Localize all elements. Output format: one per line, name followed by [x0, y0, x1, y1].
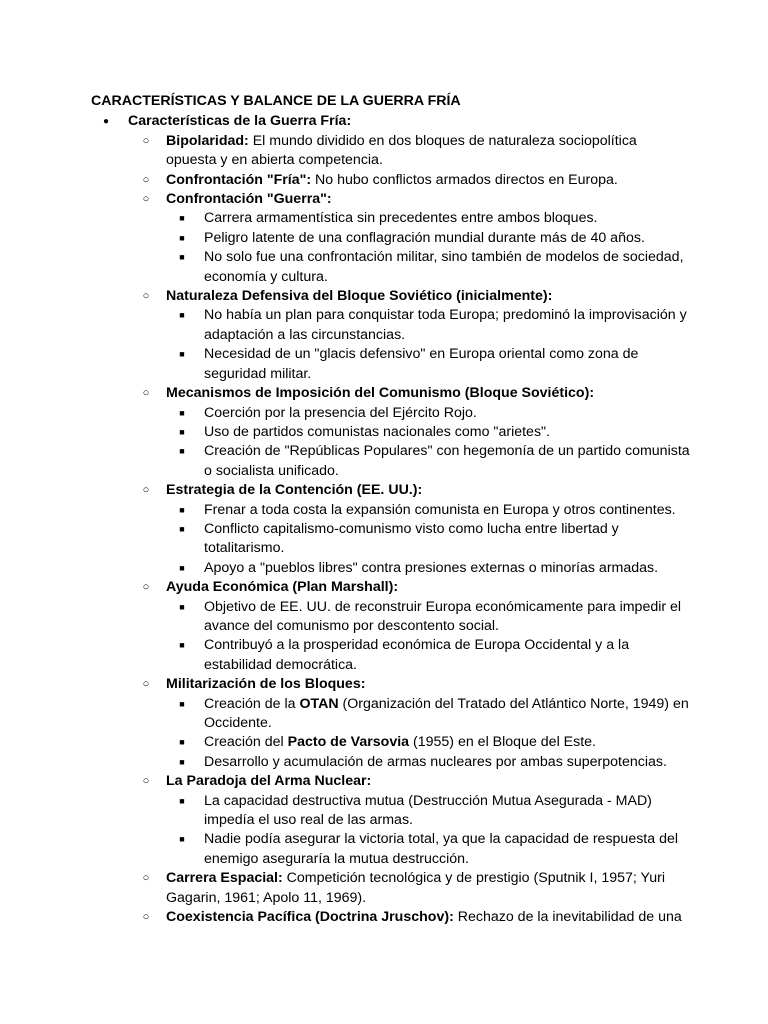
list-item [128, 287, 691, 384]
item-label: Estrategia de la Contención (EE. UU.): [166, 482, 423, 499]
sub-list-item [166, 229, 691, 248]
document-page [91, 92, 691, 927]
sub-list-item [166, 559, 691, 578]
sub-list [166, 792, 691, 870]
square-bullet-icon: ■ [179, 698, 185, 709]
sub-list [166, 404, 691, 482]
sub-list-item [166, 830, 691, 869]
list-item [128, 675, 691, 772]
sub-item-text: Carrera armamentística sin precedentes entre ambos bloques. [204, 210, 598, 227]
circle-bullet-icon: ○ [142, 581, 150, 594]
square-bullet-icon: ■ [179, 562, 185, 573]
square-bullet-icon: ■ [179, 795, 185, 806]
circle-bullet-icon: ○ [142, 775, 150, 788]
sub-item-text-pre: Creación del [204, 734, 288, 751]
item-label: Confrontación "Guerra": [166, 191, 332, 208]
square-bullet-icon: ■ [179, 349, 185, 360]
square-bullet-icon: ■ [179, 252, 185, 263]
sub-list [166, 306, 691, 384]
item-label: La Paradoja del Arma Nuclear: [166, 773, 372, 790]
sub-item-text: No había un plan para conquistar toda Europa; predominó la improvisación y adaptación a las circunstancias. [204, 307, 687, 343]
sub-list-item [166, 442, 691, 481]
sub-item-text: Coerción por la presencia del Ejército Rojo. [204, 404, 477, 421]
sub-item-text: Uso de partidos comunistas nacionales como "arietes". [204, 423, 551, 440]
circle-bullet-icon: ○ [142, 872, 150, 885]
item-text: El mundo dividido en dos bloques de naturaleza sociopolítica opuesta y en abierta competencia. [166, 132, 637, 169]
list-item [128, 908, 691, 927]
item-text: Rechazo de la inevitabilidad de una [453, 909, 682, 926]
sub-item-text: Contribuyó a la prosperidad económica de Europa Occidental y a la estabilidad democrática. [204, 637, 630, 673]
sub-list-item [166, 753, 691, 772]
sub-item-text: No solo fue una confrontación militar, sino también de modelos de sociedad, economía y cultura. [204, 249, 684, 285]
sub-list [166, 209, 691, 287]
item-label: Carrera Espacial: [166, 870, 283, 887]
item-label: Militarización de los Bloques: [166, 676, 366, 693]
sub-list-item [166, 209, 691, 228]
sub-list [166, 598, 691, 676]
sub-item-text: Desarrollo y acumulación de armas nucleares por ambas superpotencias. [204, 753, 667, 770]
document-title: CARACTERÍSTICAS Y BALANCE DE LA GUERRA FRÍA [91, 93, 461, 109]
square-bullet-icon: ■ [179, 232, 185, 243]
circle-bullet-icon: ○ [142, 173, 150, 186]
item-label: Mecanismos de Imposición del Comunismo (Bloque Soviético): [166, 385, 595, 402]
sub-item-text: Apoyo a "pueblos libres" contra presiones externas o minorías armadas. [204, 559, 659, 576]
sub-item-text: Creación de "Repúblicas Populares" con hegemonía de un partido comunista o socialista unificado. [204, 443, 690, 479]
list-item [128, 132, 691, 171]
square-bullet-icon: ■ [179, 426, 185, 437]
circle-bullet-icon: ○ [142, 387, 150, 400]
list-item [128, 578, 691, 675]
sub-list [166, 695, 691, 773]
sub-item-text-post: (Organización del Tratado del Atlántico Norte, 1949) en Occidente. [204, 695, 689, 731]
sub-list-item [166, 404, 691, 423]
square-bullet-icon: ■ [179, 601, 185, 612]
sub-item-text: Conflicto capitalismo-comunismo visto como lucha entre libertad y totalitarismo. [204, 520, 619, 557]
sub-item-text: Peligro latente de una conflagración mundial durante más de 40 años. [204, 229, 645, 246]
section-list [91, 112, 691, 927]
circle-bullet-icon: ○ [142, 484, 150, 497]
item-label: Confrontación "Fría": [166, 171, 312, 188]
list-item [128, 772, 691, 869]
section-heading: Características de la Guerra Fría: [128, 113, 352, 130]
circle-bullet-icon: ○ [142, 290, 150, 303]
otan-term: OTAN [299, 695, 339, 712]
square-bullet-icon: ■ [179, 834, 185, 845]
item-text: Competición tecnológica y de prestigio (Sputnik I, 1957; Yuri Gagarin, 1961; Apolo 11, 1969). [166, 870, 665, 906]
sub-list-item [166, 423, 691, 442]
square-bullet-icon: ■ [179, 504, 185, 515]
square-bullet-icon: ■ [179, 737, 185, 748]
item-label: Naturaleza Defensiva del Bloque Soviético (inicialmente): [166, 288, 553, 305]
circle-bullet-icon: ○ [142, 193, 150, 206]
sub-list-item [166, 501, 691, 520]
square-bullet-icon: ■ [179, 640, 185, 651]
sub-item-text-post: (1955) en el Bloque del Este. [409, 734, 596, 751]
sub-list-item [166, 695, 691, 734]
characteristics-list [128, 132, 691, 928]
sub-item-text: Objetivo de EE. UU. de reconstruir Europa económicamente para impedir el avance del comunismo por descontento social. [204, 598, 682, 634]
list-item [128, 190, 691, 287]
item-label: Bipolaridad: [166, 132, 249, 149]
square-bullet-icon: ■ [179, 756, 185, 767]
sub-list-item [166, 345, 691, 384]
square-bullet-icon: ■ [179, 407, 185, 418]
sub-list-item [166, 306, 691, 345]
list-item [128, 481, 691, 578]
list-item [128, 171, 691, 190]
sub-item-text-pre: Creación de la [204, 695, 300, 712]
circle-bullet-icon: ○ [142, 678, 150, 691]
sub-item-text: La capacidad destructiva mutua (Destrucción Mutua Asegurada - MAD) impedía el uso real de las armas. [204, 792, 652, 829]
sub-list-item [166, 248, 691, 287]
square-bullet-icon: ■ [179, 310, 185, 321]
filled-bullet-icon: ● [102, 116, 110, 128]
sub-list-item [166, 520, 691, 559]
sub-list [166, 501, 691, 579]
sub-item-text: Necesidad de un "glacis defensivo" en Europa oriental como zona de seguridad militar. [204, 346, 639, 382]
list-item [128, 869, 691, 908]
square-bullet-icon: ■ [179, 213, 185, 224]
sub-item-text: Nadie podía asegurar la victoria total, ya que la capacidad de respuesta del enemigo aseguraría la mutua destrucción. [204, 831, 679, 867]
sub-list-item [166, 636, 691, 675]
item-label: Coexistencia Pacífica (Doctrina Jruschov): [166, 909, 454, 926]
pacto-varsovia-term: Pacto de Varsovia [287, 734, 410, 751]
square-bullet-icon: ■ [179, 446, 185, 457]
list-item [128, 384, 691, 481]
sub-list-item [166, 792, 691, 831]
item-label: Ayuda Económica (Plan Marshall): [166, 579, 399, 596]
square-bullet-icon: ■ [179, 523, 185, 534]
circle-bullet-icon: ○ [142, 134, 150, 147]
section-item [91, 112, 691, 927]
circle-bullet-icon: ○ [142, 911, 150, 924]
sub-list-item [166, 733, 691, 752]
sub-list-item [166, 598, 691, 637]
sub-item-text: Frenar a toda costa la expansión comunista en Europa y otros continentes. [204, 501, 676, 518]
item-text: No hubo conflictos armados directos en Europa. [311, 171, 618, 188]
